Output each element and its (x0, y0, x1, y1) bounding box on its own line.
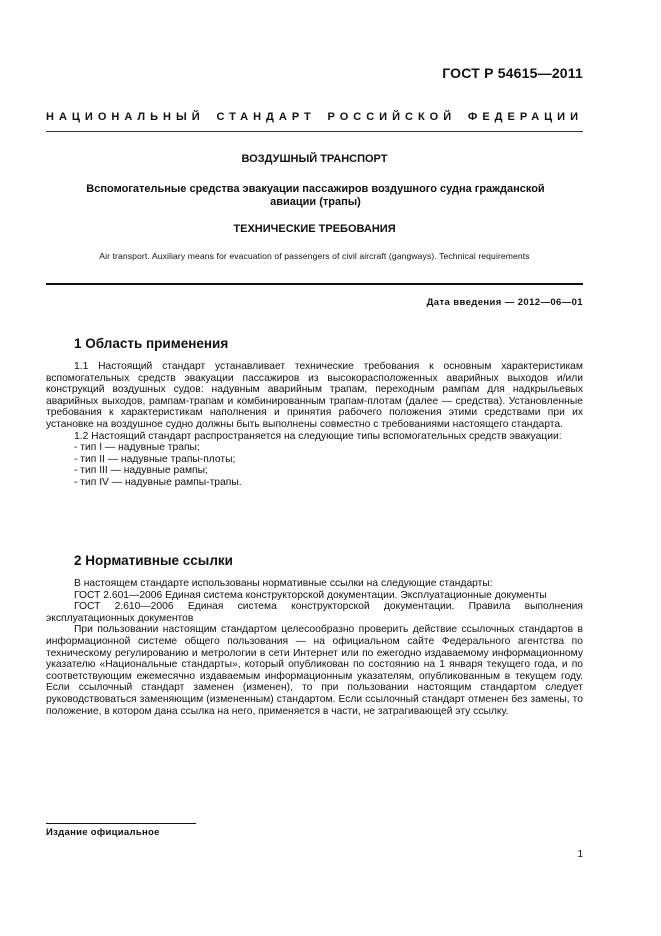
list-item: - тип IV — надувные рампы-трапы. (74, 476, 242, 488)
introduction-date: Дата введения — 2012—06—01 (426, 297, 583, 308)
paragraph-2-note: При пользовании настоящим стандартом целесообразно проверить действие ссылочных стандартов в информационной системе общего пользования — на официальном сайте Федерального агентства по техническому регулированию и метрологии в сети Интернет или по ежегодно издаваемому информационному указателю «Национальные стандарты», который опубликован по состоянию на 1 января текущего года, и по соответствующим ежемесячно издаваемым информационным указателям, опубликованным в текущем году. Если ссылочный стандарт заменен (изменен), то при пользовании настоящим стандартом следует руководствоваться заменяющим (измененным) стандартом. Если ссылочный стандарт отменен без замены, то положение, в котором дана ссылка на него, применяется в части, не затрагивающей эту ссылку. (46, 624, 583, 717)
reference-gost-2-601: ГОСТ 2.601—2006 Единая система конструкторской документации. Эксплуатационные документы (74, 589, 547, 601)
official-edition-label: Издание официальное (46, 827, 160, 838)
section-2-body (46, 578, 583, 717)
section-1-body (46, 361, 583, 489)
gost-number: ГОСТ Р 54615—2011 (442, 65, 583, 81)
paragraph-1-2: 1.2 Настоящий стандарт распространяется на следующие типы вспомогательных средств эвакуации: (74, 430, 562, 442)
section-2-title: 2 Нормативные ссылки (74, 553, 233, 568)
english-title: Air transport. Auxiliary means for evacuation of passengers of civil aircraft (gangways). Technical requirements (99, 251, 530, 261)
list-item: - тип I — надувные трапы; (74, 442, 200, 454)
national-standard-heading: НАЦИОНАЛЬНЫЙ СТАНДАРТ РОССИЙСКОЙ ФЕДЕРАЦИИ (46, 111, 583, 123)
main-title: ВОЗДУШНЫЙ ТРАНСПОРТ (241, 153, 388, 165)
list-item: - тип III — надувные рампы; (74, 465, 208, 477)
list-item: - тип II — надувные трапы-плоты; (74, 453, 236, 465)
reference-gost-2-610: ГОСТ 2.610—2006 Единая система конструкторской документации. Правила выполнения эксплуатационных документов (46, 601, 583, 624)
footer-divider (46, 823, 196, 824)
section-1-title: 1 Область применения (74, 336, 229, 351)
subtitle: Вспомогательные средства эвакуации пассажиров воздушного судна гражданской авиации (трапы) (86, 183, 545, 208)
paragraph-2-intro: В настоящем стандарте использованы нормативные ссылки на следующие стандарты: (74, 578, 493, 589)
header-divider (46, 131, 583, 132)
paragraph-1-1: 1.1 Настоящий стандарт устанавливает технические требования к основным характеристикам вспомогательных средств эвакуации пассажиров из высокорасположенных аварийных выходов и/или конструкций воздушных судов: надувным аварийным трапам, переходным рампам для надкрыльевых аварийных выходов, рампам-трапам и комбинированным трапам-плотам (далее — средства). Установленные требования к характеристикам наполнения и принятия рабочего положения этими средствами при их установке на воздушное судно должны быть выполнены совместно с требованиями настоящего стандарта. (46, 361, 583, 430)
page-number: 1 (577, 849, 583, 860)
title-divider (46, 283, 583, 285)
requirements-title: ТЕХНИЧЕСКИЕ ТРЕБОВАНИЯ (233, 223, 396, 235)
